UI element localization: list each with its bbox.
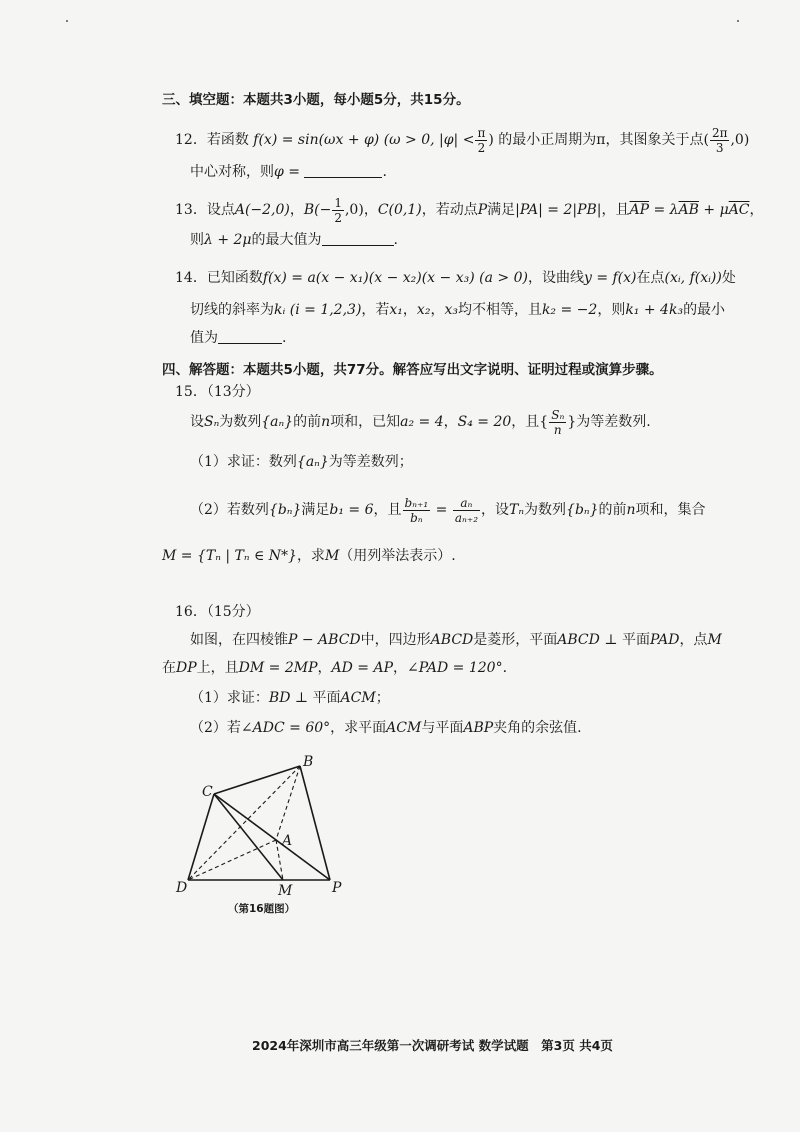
- question-16-part-2: （2）若∠ADC = 60°，求平面ACM与平面ABP夹角的余弦值.: [190, 720, 582, 736]
- fraction-Sn-over-n: $\frac{\text{Sₙ}}{n}$: [551, 407, 565, 437]
- question-13-line-2: 则λ + 2μ的最大值为 .: [190, 232, 398, 248]
- question-16-part-1: （1）求证：BD ⊥ 平面ACM；: [190, 690, 390, 706]
- label-A: A: [282, 833, 293, 849]
- edge-AD: [188, 840, 276, 880]
- q12-function: f(x) = sin(ωx + φ): [253, 132, 380, 148]
- scan-speck: [66, 20, 68, 22]
- question-16-heading: 16．（15分）: [175, 604, 260, 620]
- question-15-part-1: （1）求证：数列{aₙ}为等差数列；: [190, 454, 413, 470]
- question-14-line-2: 切线的斜率为kᵢ (i = 1,2,3)，若x₁，x₂，x₃均不相等，且k₂ = −2，则k₁ + 4k₃的最小: [190, 302, 726, 318]
- figure-caption: （第16题图）: [228, 903, 296, 915]
- q13-answer-blank[interactable]: [322, 231, 394, 246]
- question-16-line-2: 在DP上，且DM = 2MP，AD = AP，∠PAD = 120°.: [162, 660, 508, 676]
- edge-BP: [300, 766, 330, 880]
- question-15-part-2: （2）若数列{bₙ}满足b₁ = 6，且 $\frac{\text{bₙ₊₁}}{\text{bₙ}}$ = $\frac{\text{aₙ}}{\text{aₙ₊₂}}$ ，设Tₙ为数列{bₙ}的前n项和，集合: [190, 495, 706, 525]
- question-15-stem: 设Sₙ为数列{aₙ}的前n项和，已知a₂ = 4，S₄ = 20，且{ $\frac{\text{Sₙ}}{n}$ }为等差数列.: [190, 407, 651, 437]
- pyramid-figure: [170, 752, 370, 922]
- question-16-line-1: 如图，在四棱锥P − ABCD中，四边形ABCD是菱形，平面ABCD ⊥ 平面PAD，点M: [190, 632, 722, 648]
- label-P: P: [332, 880, 342, 896]
- section-4-heading: 四、解答题：本题共5小题，共77分。解答应写出文字说明、证明过程或演算步骤。: [162, 362, 663, 378]
- label-M: M: [278, 883, 293, 899]
- question-12-line-2: 中心对称，则φ = .: [190, 164, 387, 180]
- question-13-line-1: 13．设点A(−2,0)，B(− $\frac{1}{2}$ ,0)，C(0,1)，若动点P满足|PA| = 2|PB|，且$\overline{AP} = \lambda\overline{AB} + \mu\overline{AC}$，: [175, 195, 764, 225]
- q12-number: 12．: [175, 132, 207, 148]
- edge-BA: [276, 766, 300, 840]
- fraction-pi-over-2: $\frac{\pi}{2}$: [477, 125, 486, 155]
- question-14-line-1: 14．已知函数f(x) = a(x − x₁)(x − x₂)(x − x₃) (a > 0)，设曲线y = f(x)在点(xᵢ, f(xᵢ))处: [175, 270, 736, 286]
- fraction-a-ratio: $\frac{\text{aₙ}}{\text{aₙ₊₂}}$: [454, 495, 479, 525]
- fraction-b-ratio: $\frac{\text{bₙ₊₁}}{\text{bₙ}}$: [404, 495, 429, 525]
- scan-speck: [737, 20, 739, 22]
- q14-number: 14．: [175, 270, 207, 286]
- q13-number: 13．: [175, 202, 207, 218]
- q12-answer-blank[interactable]: [304, 163, 382, 178]
- question-12-line-1: 12．若函数 f(x) = sin(ωx + φ) (ω > 0, |φ| < $\frac{\pi}{2}$ ) 的最小正周期为π，其图象关于点( $\frac{2\pi}{3}$ ,0): [175, 125, 750, 155]
- fraction-1-over-2: $\frac{1}{2}$: [334, 195, 342, 225]
- edge-CB: [214, 766, 300, 794]
- page-footer: 2024年深圳市高三年级第一次调研考试 数学试题 第3页 共4页: [252, 1038, 613, 1053]
- question-15-heading: 15．（13分）: [175, 384, 260, 400]
- label-B: B: [303, 754, 314, 770]
- section-3-heading: 三、填空题：本题共3小题，每小题5分，共15分。: [162, 92, 470, 108]
- label-D: D: [176, 880, 188, 896]
- fraction-2pi-over-3: $\frac{2\pi}{3}$: [711, 125, 728, 155]
- label-C: C: [202, 784, 213, 800]
- q14-answer-blank[interactable]: [218, 329, 282, 344]
- question-14-line-3: 值为 .: [190, 330, 287, 346]
- question-15-set-line: M = {Tₙ | Tₙ ∈ N*}，求M（用列举法表示）.: [162, 548, 456, 564]
